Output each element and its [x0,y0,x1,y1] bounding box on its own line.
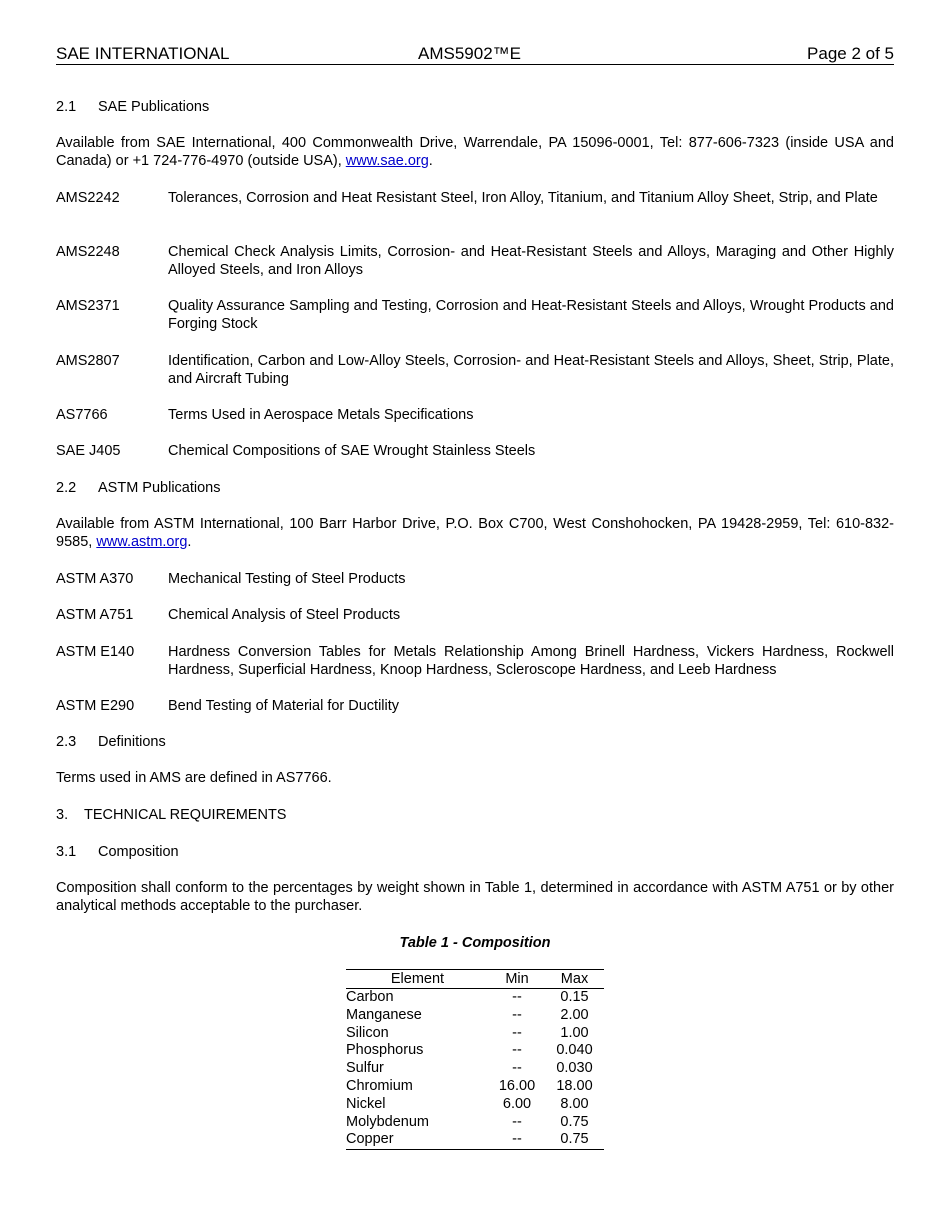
min-cell: -- [512,989,522,1005]
header-page-number: Page 2 of 5 [807,44,894,63]
composition-paragraph: Composition shall conform to the percentages by weight shown in Table 1, determined in accordance with ASTM A751 or by other analytical methods acceptable to the purchaser. [56,880,894,914]
table-row [346,1025,604,1043]
reference-item [56,352,894,388]
reference-code: AMS2371 [56,298,120,314]
min-cell: -- [512,1060,522,1077]
reference-code: SAE J405 [56,443,121,459]
element-cell: Molybdenum [346,1113,430,1130]
max-cell: 18.00 [556,1077,593,1094]
table-row [346,1042,604,1060]
max-cell: 0.030 [556,1060,593,1077]
element-cell: Phosphorus [346,1042,424,1059]
table-row [346,1078,604,1096]
table-header-row [346,970,604,989]
element-cell: Silicon [346,1024,389,1041]
column-header-min: Min [489,970,545,989]
min-cell: -- [512,1042,522,1059]
sae-website-link[interactable]: www.sae.org [345,153,429,169]
reference-description: Bend Testing of Material for Ductility [168,698,400,714]
max-cell: 0.15 [560,989,589,1005]
reference-description: Chemical Check Analysis Limits, Corrosion- and Heat-Resistant Steels and Alloys, Maraging and Other Highly Alloyed Steels, and Iron Alloys [168,244,894,278]
reference-code: ASTM A370 [56,571,134,587]
reference-description: Terms Used in Aerospace Metals Specifications [168,407,474,423]
table-row [346,1060,604,1078]
section-3-heading: 3. TECHNICAL REQUIREMENTS [56,807,287,823]
max-cell: 8.00 [560,1095,589,1112]
max-cell: 0.75 [560,1113,589,1130]
table-row [346,1114,604,1132]
reference-item [56,570,894,588]
section-2-3-heading: 2.3 Definitions [56,734,166,750]
min-cell: 6.00 [502,1095,532,1112]
reference-code: ASTM E290 [56,698,135,714]
max-cell: 2.00 [560,1006,589,1023]
section-2-2-heading: 2.2 ASTM Publications [56,480,221,496]
reference-description: Tolerances, Corrosion and Heat Resistant Steel, Iron Alloy, Titanium, and Titanium Alloy Sheet, Strip, and Plate [168,190,878,206]
element-cell: Chromium [346,1077,413,1094]
reference-code: AMS2248 [56,244,120,260]
reference-description: Chemical Compositions of SAE Wrought Stainless Steels [168,443,536,459]
table-row [346,1131,604,1149]
reference-description: Identification, Carbon and Low-Alloy Steels, Corrosion- and Heat-Resistant Steels and Alloys, Sheet, Strip, Plate, and Aircraft Tubing [168,353,894,387]
section-3-1-heading: 3.1 Composition [56,844,179,860]
page-header [56,44,894,65]
reference-item [56,406,894,424]
composition-table [346,969,604,1150]
table-row [346,989,604,1007]
element-cell: Copper [346,1131,489,1149]
element-cell: Sulfur [346,1060,384,1077]
element-cell: Nickel [346,1095,386,1112]
reference-code: AMS2807 [56,353,120,369]
reference-item [56,297,894,333]
reference-item [56,243,894,279]
astm-website-link[interactable]: www.astm.org [96,534,188,550]
element-cell: Carbon [346,989,394,1005]
reference-item [56,442,894,460]
max-cell: 0.040 [556,1042,593,1059]
table-1-title: Table 1 - Composition [399,935,551,951]
astm-availability-paragraph: Available from ASTM International, 100 Barr Harbor Drive, P.O. Box C700, West Conshohocken, PA 19428-2959, Tel: 610-832-9585, www.astm.org. [56,516,894,550]
reference-item [56,606,894,624]
max-cell: 0.75 [545,1131,604,1149]
reference-code: AS7766 [56,407,108,423]
reference-description: Quality Assurance Sampling and Testing, Corrosion and Heat-Resistant Steels and Alloys, Wrought Products and Forging Stock [168,298,894,332]
reference-item [56,189,894,207]
reference-item [56,643,894,679]
reference-code: ASTM E140 [56,644,135,660]
sae-availability-paragraph: Available from SAE International, 400 Commonwealth Drive, Warrendale, PA 15096-0001, Tel: 877-606-7323 (inside USA and Canada) or +1 724-776-4970 (outside USA), www.sae.org. [56,135,894,169]
column-header-max: Max [545,970,604,989]
min-cell: -- [512,1024,522,1041]
table-row [346,1007,604,1025]
table-row [346,1096,604,1114]
max-cell: 1.00 [560,1024,589,1041]
reference-code: ASTM A751 [56,607,134,623]
reference-description: Hardness Conversion Tables for Metals Relationship Among Brinell Hardness, Vickers Hardness, Rockwell Hardness, Superficial Hardness, Knoop Hardness, Scleroscope Hardness, and Leeb Hardness [168,644,894,678]
section-2-1-heading: 2.1 SAE Publications [56,99,210,115]
header-doc-number: AMS5902™E [418,44,521,63]
column-header-element: Element [346,970,489,989]
definitions-paragraph: Terms used in AMS are defined in AS7766. [56,770,332,786]
min-cell: -- [489,1131,545,1149]
element-cell: Manganese [346,1006,422,1023]
min-cell: 16.00 [498,1077,536,1094]
min-cell: -- [512,1006,522,1023]
min-cell: -- [512,1113,522,1130]
reference-description: Chemical Analysis of Steel Products [168,607,401,623]
reference-item [56,697,894,715]
reference-description: Mechanical Testing of Steel Products [168,571,406,587]
reference-code: AMS2242 [56,190,120,206]
header-org: SAE INTERNATIONAL [56,44,230,63]
